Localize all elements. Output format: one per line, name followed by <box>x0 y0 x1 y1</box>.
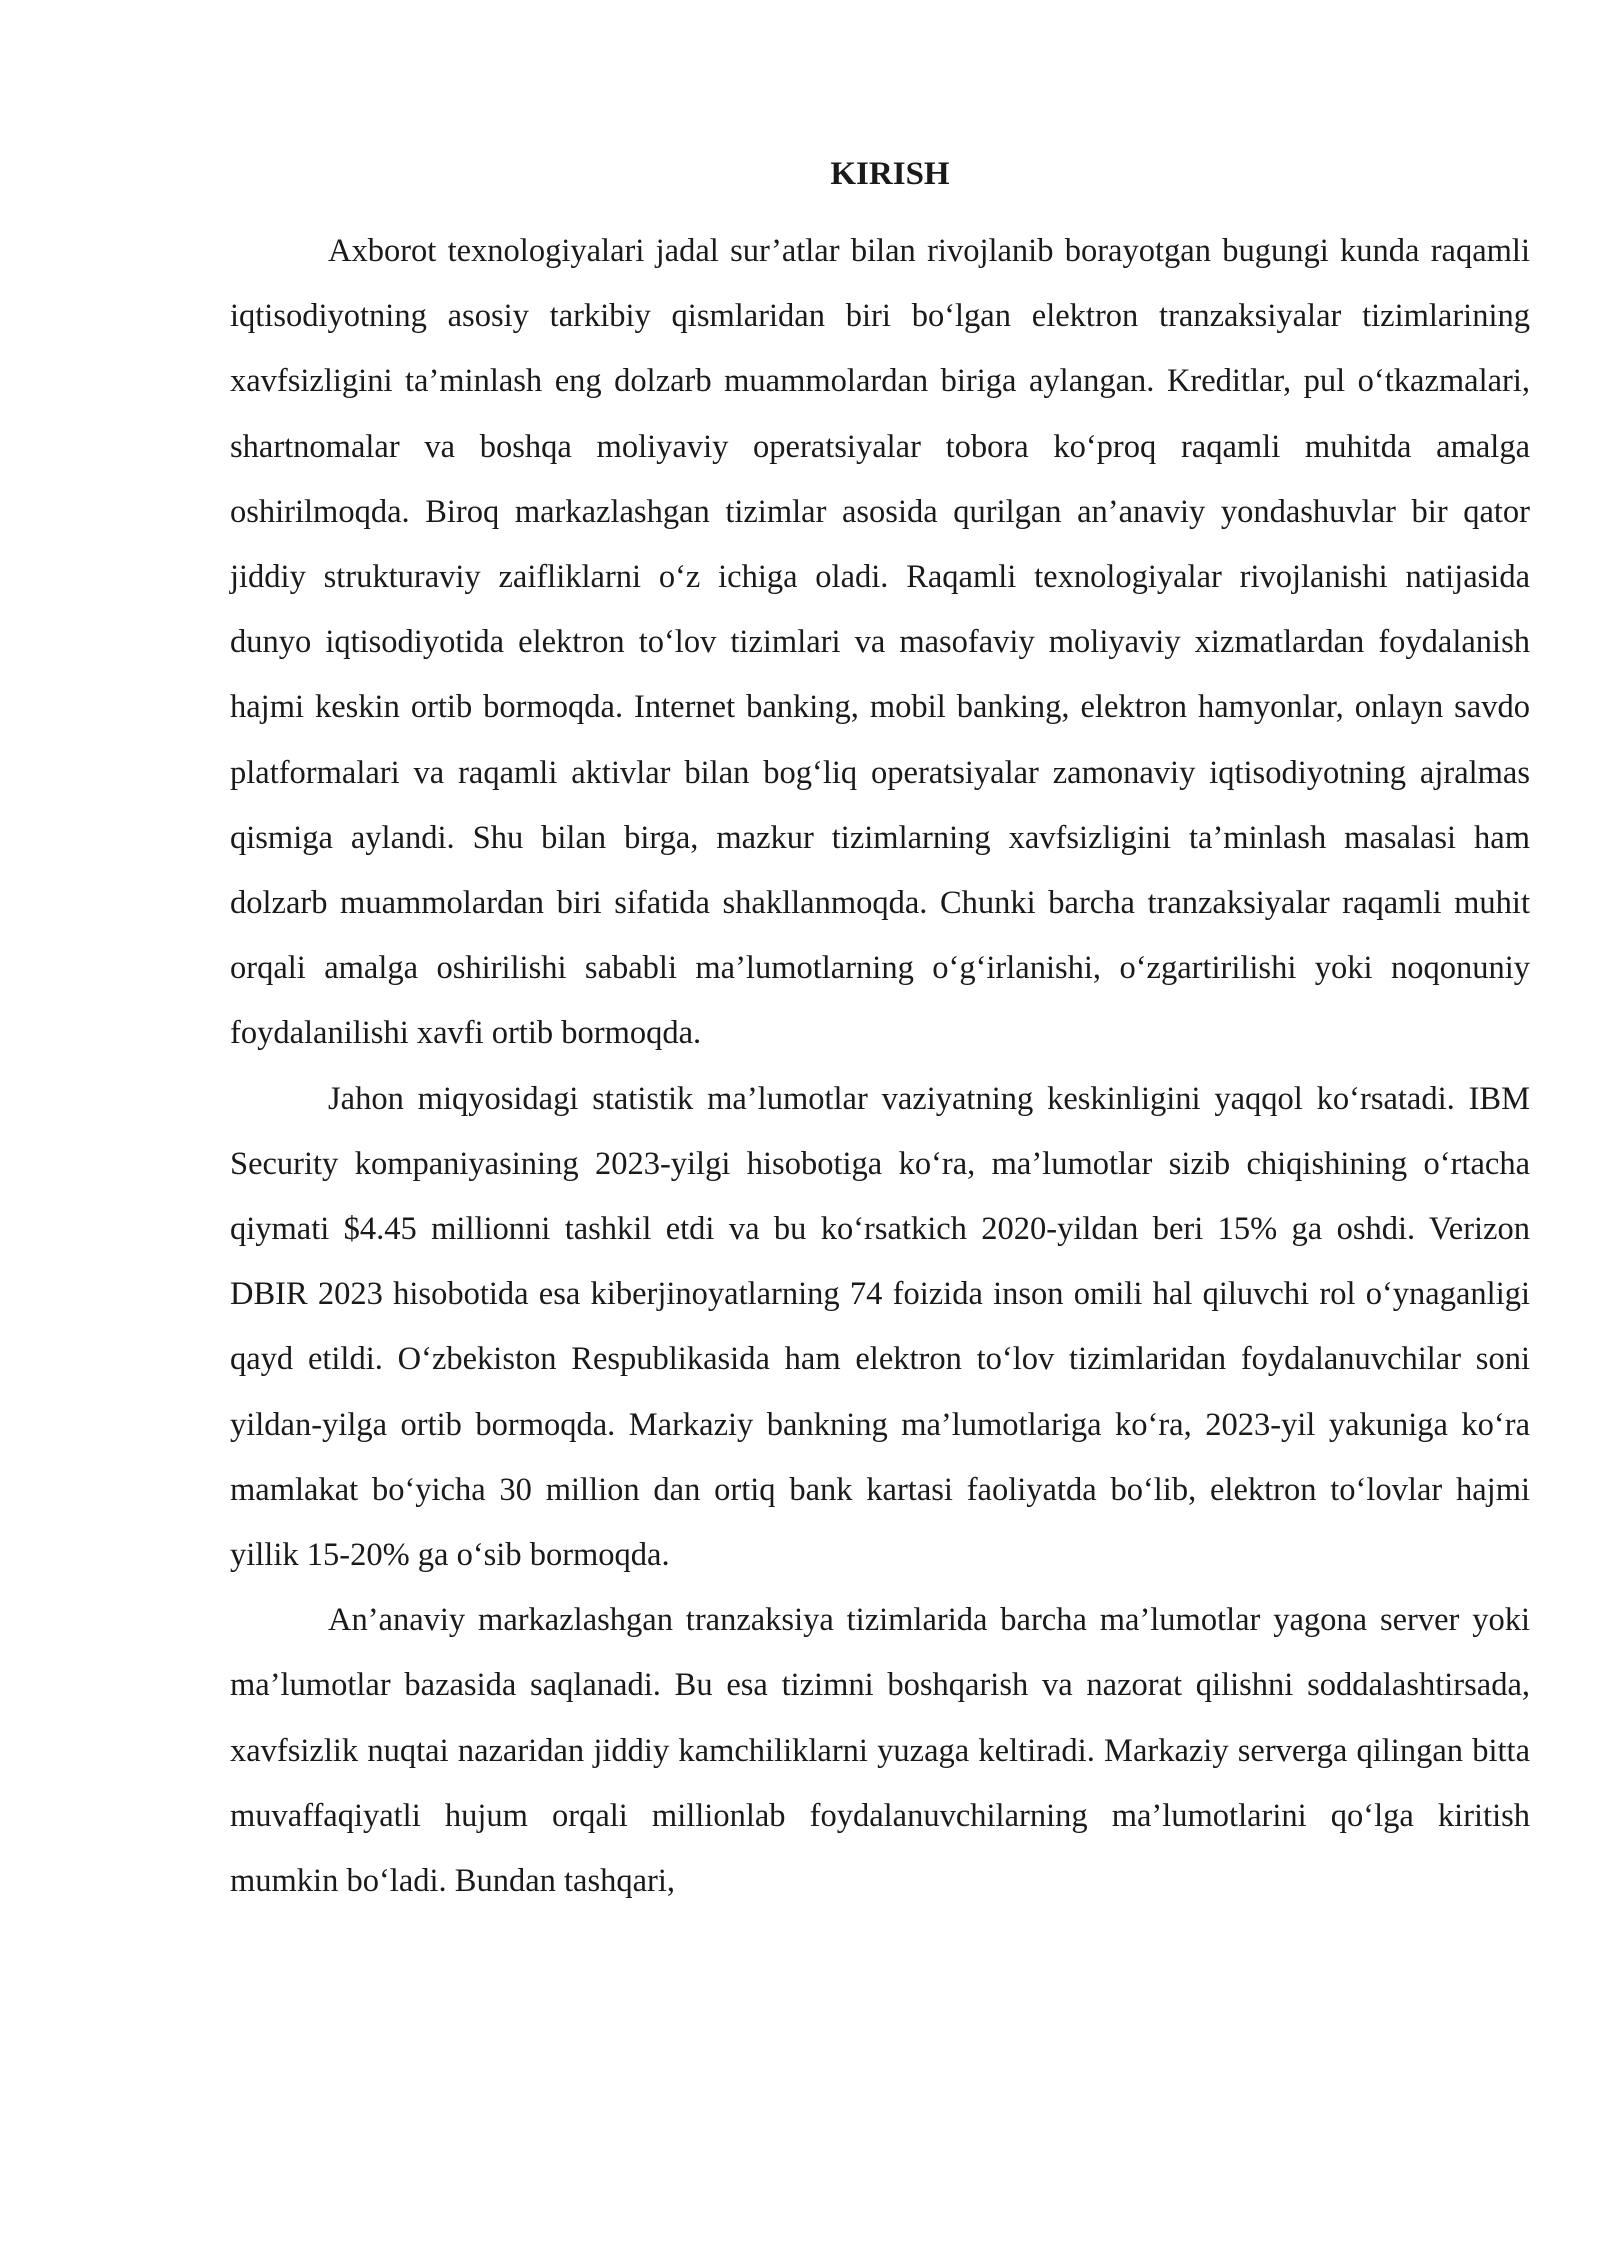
paragraph-1: Axborot texnologiyalari jadal sur’atlar bilan rivojlanib borayotgan bugungi kunda raqamli iqtisodiyotning asosiy tarkibiy qismlaridan biri bo‘lgan elektron tranzaksiyalar tizimlarining xavfsizligini ta’minlash eng dolzarb muammolardan biriga aylangan. Kreditlar, pul o‘tkazmalari, shartnomalar va boshqa moliyaviy operatsiyalar tobora ko‘proq raqamli muhitda amalga oshirilmoqda. Biroq markazlashgan tizimlar asosida qurilgan an’anaviy yondashuvlar bir qator jiddiy strukturaviy zaifliklarni o‘z ichiga oladi. Raqamli texnologiyalar rivojlanishi natijasida dunyo iqtisodiyotida elektron to‘lov tizimlari va masofaviy moliyaviy xizmatlardan foydalanish hajmi keskin ortib bormoqda. Internet banking, mobil banking, elektron hamyonlar, onlayn savdo platformalari va raqamli aktivlar bilan bog‘liq operatsiyalar zamonaviy iqtisodiyotning ajralmas qismiga aylandi. Shu bilan birga, mazkur tizimlarning xavfsizligini ta’minlash masalasi ham dolzarb muammolardan biri sifatida shakllanmoqda. Chunki barcha tranzaksiyalar raqamli muhit orqali amalga oshirilishi sababli ma’lumotlarning o‘g‘irlanishi, o‘zgartirilishi yoki noqonuniy foydalanilishi xavfi ortib bormoqda. <box>230 233 1530 1052</box>
page-title: KIRISH <box>830 156 950 192</box>
paragraph-2: Jahon miqyosidagi statistik ma’lumotlar vaziyatning keskinligini yaqqol ko‘rsatadi. IBM Security kompaniyasining 2023-yilgi hisobotiga ko‘ra, ma’lumotlar sizib chiqishining o‘rtacha qiymati $4.45 millionni tashkil etdi va bu ko‘rsatkich 2020-yildan beri 15% ga oshdi. Verizon DBIR 2023 hisobotida esa kiberjinoyatlarning 74 foizida inson omili hal qiluvchi rol o‘ynaganligi qayd etildi. O‘zbekiston Respublikasida ham elektron to‘lov tizimlaridan foydalanuvchilar soni yildan-yilga ortib bormoqda. Markaziy bankning ma’lumotlariga ko‘ra, 2023-yil yakuniga ko‘ra mamlakat bo‘yicha 30 million dan ortiq bank kartasi faoliyatda bo‘lib, elektron to‘lovlar hajmi yillik 15-20% ga o‘sib bormoqda. <box>230 1080 1530 1574</box>
paragraph-3: An’anaviy markazlashgan tranzaksiya tizimlarida barcha ma’lumotlar yagona server yoki ma’lumotlar bazasida saqlanadi. Bu esa tizimni boshqarish va nazorat qilishni soddalashtirsada, xavfsizlik nuqtai nazaridan jiddiy kamchiliklarni yuzaga keltiradi. Markaziy serverga qilingan bitta muvaffaqiyatli hujum orqali millionlab foydalanuvchilarning ma’lumotlarini qo‘lga kiritish mumkin bo‘ladi. Bundan tashqari, <box>230 1602 1530 1900</box>
document-body <box>230 148 1530 1914</box>
